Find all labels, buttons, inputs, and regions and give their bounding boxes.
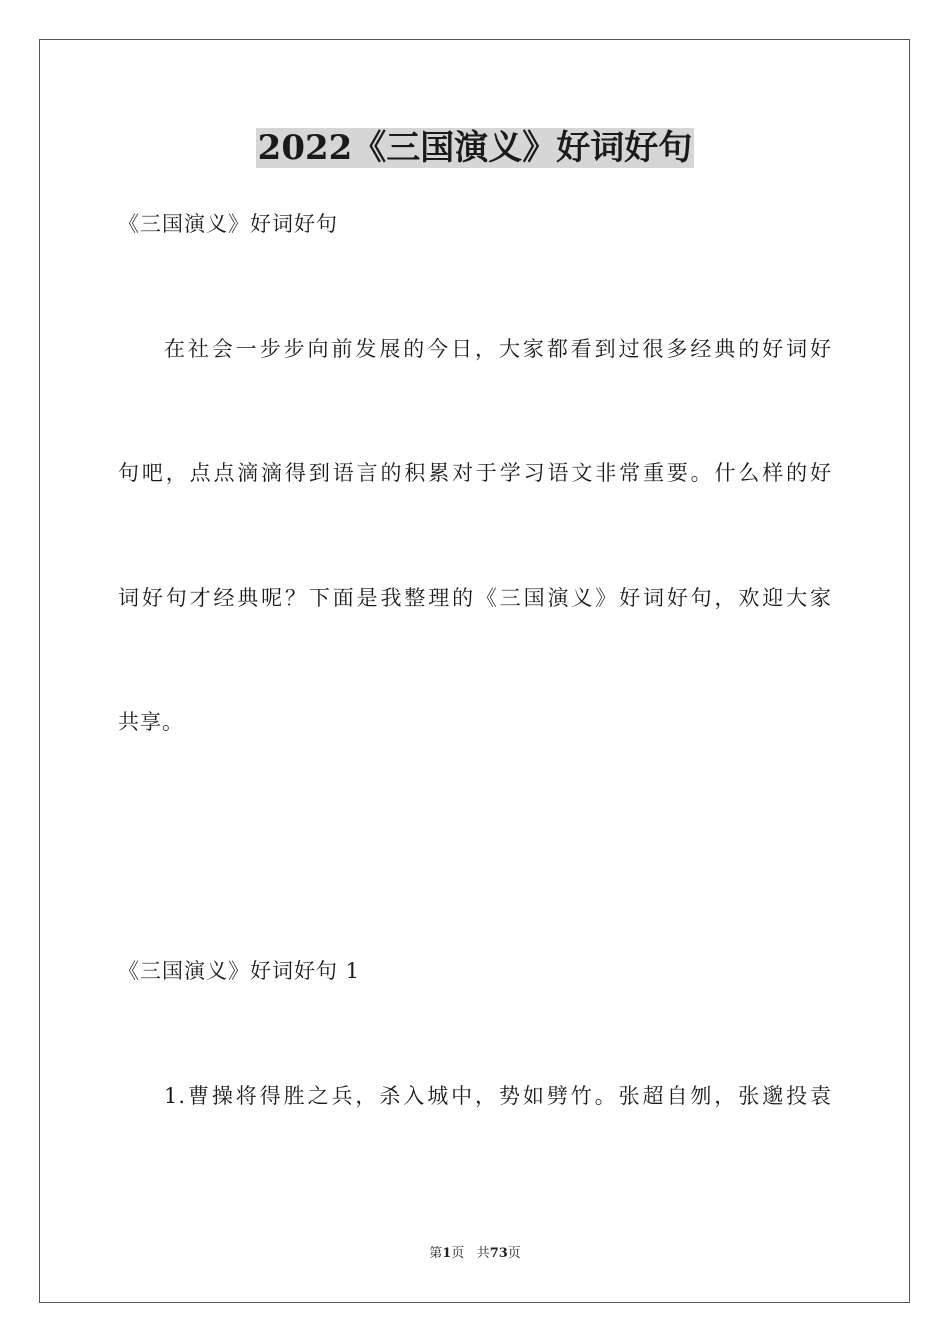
intro-line-4: 共享。 <box>118 710 184 734</box>
footer-page-suffix: 页 <box>451 1246 465 1261</box>
intro-line-3: 词好句才经典呢？下面是我整理的《三国演义》好词好句，欢迎大家 <box>118 586 832 610</box>
footer-total-prefix: 共 <box>476 1246 490 1261</box>
intro-line-1: 在社会一步步向前发展的今日，大家都看到过很多经典的好词好 <box>164 337 832 361</box>
item-1-text: 1.曹操将得胜之兵，杀入城中，势如劈竹。张超自刎，张邈投袁 <box>164 1084 832 1108</box>
page-footer <box>0 1245 950 1263</box>
footer-total-suffix: 页 <box>507 1246 521 1261</box>
footer-page-prefix: 第 <box>429 1246 443 1261</box>
footer-total-pages: 73 <box>489 1246 508 1261</box>
document-title <box>0 124 950 172</box>
intro-line-2: 句吧，点点滴滴得到语言的积累对于学习语文非常重要。什么样的好 <box>118 461 832 485</box>
section-heading: 《三国演义》好词好句 1 <box>118 959 361 983</box>
footer-page-number: 1 <box>442 1246 452 1261</box>
document-title-text: 2022《三国演义》好词好句 <box>257 128 693 168</box>
subtitle: 《三国演义》好词好句 <box>118 212 338 236</box>
